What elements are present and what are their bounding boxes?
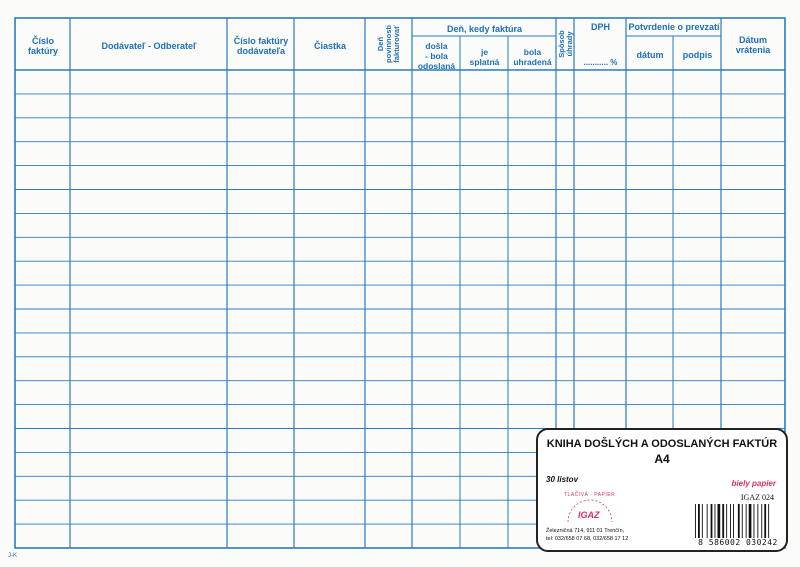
header-datum-vratenia: Dátum vrátenia (735, 35, 771, 55)
header-ciastka: Čiastka (313, 41, 347, 51)
barcode-bar (698, 504, 700, 538)
header-den-povinnosti: Deň povinnosti fakturovať (376, 25, 401, 63)
barcode-bar (749, 504, 752, 538)
barcode-bar (754, 504, 755, 538)
barcode-bar (733, 504, 734, 538)
barcode-bar (702, 504, 703, 538)
barcode-bar (764, 504, 766, 538)
barcode-bar (711, 504, 713, 538)
barcode-bar (761, 504, 762, 538)
barcode-bar (738, 504, 740, 538)
barcode (693, 504, 783, 538)
barcode-bar (730, 504, 731, 538)
header-cislo-faktury-dodavatela: Číslo faktúry dodávateľa (233, 36, 289, 56)
header-dosla-odoslana: došla - bola odoslaná (417, 41, 456, 71)
header-datum: dátum (636, 50, 664, 60)
label-paper: biely papier (731, 479, 776, 488)
barcode-bar (746, 504, 747, 538)
label-code: IGAZ 024 (740, 493, 774, 502)
header-bola-uhradena: bola uhradená (513, 47, 552, 67)
barcode-bar (768, 504, 769, 538)
header-den-kedy-faktura: Deň, kedy faktúra (446, 24, 523, 34)
header-potvrdenie-o-prevzati: Potvrdenie o prevzatí (628, 22, 720, 32)
logo-igaz: IGAZ (578, 510, 600, 520)
barcode-digits: 8 586002 030242 (698, 538, 778, 547)
header-cislo-faktury: Číslo faktúry (27, 36, 58, 56)
barcode-bar (707, 504, 708, 538)
label-format: A4 (654, 452, 670, 466)
header-podpis: podpis (682, 50, 713, 60)
barcode-bar (726, 504, 727, 538)
label-phone: tel: 032/658 07 68, 032/658 17 12 (546, 536, 629, 542)
label-title: KNIHA DOŠLÝCH A ODOSLANÝCH FAKTÚR (546, 438, 778, 450)
label-address: Železničná 714, 911 01 Trenčín, (546, 528, 625, 534)
header-sposob-uhrady: Spôsob úhrady (557, 30, 574, 58)
header-dph-percent: ........... % (583, 58, 618, 67)
barcode-bar (742, 504, 743, 538)
label-sheets: 30 listov (546, 475, 579, 484)
corner-mark: J-K (8, 553, 17, 559)
header-dph: DPH (590, 22, 610, 32)
logo-arc-text: TLAČIVÁ · PAPIER (564, 492, 616, 498)
barcode-bar (695, 504, 696, 538)
barcode-bar (722, 504, 724, 538)
barcode-bar (718, 504, 721, 538)
header-dodavatel-odberatel: Dodávateľ - Odberateľ (101, 41, 197, 51)
product-label (536, 428, 788, 552)
header-je-splatna: je splatná (469, 47, 500, 67)
barcode-bar (757, 504, 758, 538)
barcode-bar (715, 504, 716, 538)
